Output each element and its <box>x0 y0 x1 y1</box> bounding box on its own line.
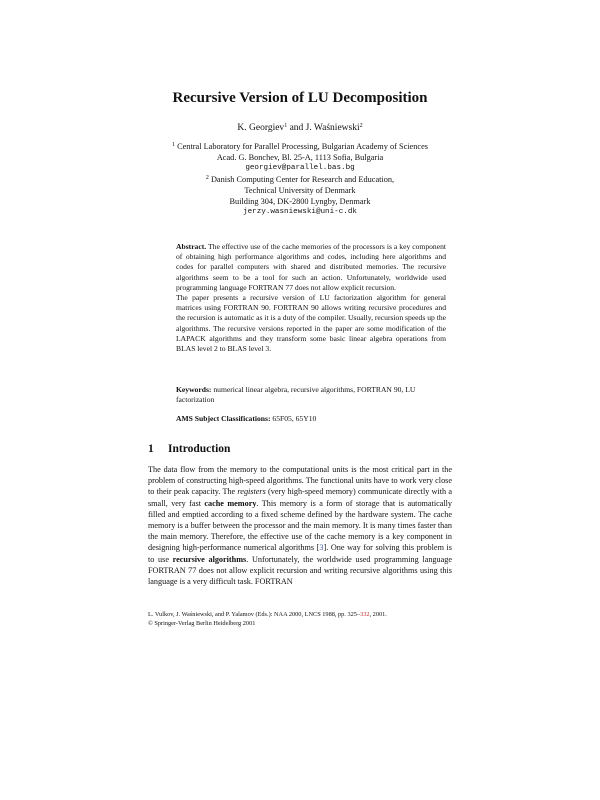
abstract-paragraph-1: The effective use of the cache memories of the processors is a key component of obtaining high performance algorithms and codes, including here algorithms and codes for parallel computers with shared and distributed memories. The recursive algorithms seem to be a tool for such an action. Unfortunately, worldwide used programming language FORTRAN 77 does not allow explicit recursion. <box>176 242 447 292</box>
intro-text-3: . This memory is a form of storage that is automatically filled and emptied according to a fixed scheme defined by the hardware system. The cache memory is a buffer between the processor and the main memory. It is many times faster than the main memory. Therefore, the effective use of the cache memory is a key component in designing high-performance numerical algorithms [ <box>148 498 452 553</box>
affiliation-2-email[interactable]: jerzy.wasniewski@uni-c.dk <box>243 208 357 216</box>
affiliation-1-line1: Central Laboratory for Parallel Processing, Bulgarian Academy of Sciences <box>177 142 428 151</box>
registers-term: registers <box>237 487 266 497</box>
author-mark-2: 2 <box>359 123 363 129</box>
paper-title: Recursive Version of LU Decomposition <box>172 90 428 106</box>
ams-classification <box>176 414 446 424</box>
affiliation-1-email[interactable]: georgiev@parallel.bas.bg <box>245 164 355 172</box>
affiliation-1 <box>0 141 600 174</box>
affiliation-2 <box>0 174 600 218</box>
affiliation-2-mark: 2 <box>205 175 209 181</box>
ams-text: 65F05, 65Y10 <box>272 414 317 423</box>
ams-label: AMS Subject Classifications: <box>176 414 271 423</box>
abstract <box>176 242 446 354</box>
author-wasniewski: J. Waśniewski <box>305 123 360 133</box>
page-footer <box>148 611 387 628</box>
recursive-algorithms-term: recursive algorithms <box>172 554 247 564</box>
abstract-label: Abstract. <box>176 242 207 251</box>
intro-text-1: The data flow from the memory to the computational units is the most critical part in the problem of constructing high-speed algorithms. The functional units have to work very close to their peak capacity. The <box>148 465 452 497</box>
footer-copyright: © Springer-Verlag Berlin Heidelberg 2001 <box>148 619 256 627</box>
author-georgiev: K. Georgiev <box>237 123 285 133</box>
footer-citation-a: L. Vulkov, J. Waśniewski, and P. Yalamov (Eds.): NAA 2000, LNCS 1988, pp. 325– <box>148 611 361 618</box>
footer-page-link[interactable]: 332 <box>360 611 370 618</box>
intro-text-5: . Unfortunately, the worldwide used programming language FORTRAN 77 does not allow explicit recursion and writing recursive algorithms using this language is a very difficult task. FORTRAN <box>148 554 452 587</box>
intro-text-2: (very high-speed memory) communicate directly with a small, very fast <box>148 487 452 508</box>
author-line <box>0 123 600 133</box>
affiliation-2-line1: Danish Computing Center for Research and Education, <box>210 175 395 184</box>
affiliation-2-line2: Technical University of Denmark <box>244 186 356 195</box>
introduction-body <box>148 464 452 587</box>
introduction-paragraph <box>148 464 452 587</box>
section-heading <box>148 443 230 455</box>
footer-citation-b: , 2001. <box>369 611 387 618</box>
author-mark-1: 1 <box>284 123 288 129</box>
affiliation-1-line2: Acad. G. Bonchev, Bl. 25-A, 1113 Sofia, Bulgaria <box>216 153 384 162</box>
keywords-text: numerical linear algebra, recursive algorithms, FORTRAN 90, LU factorization <box>176 385 416 405</box>
affiliation-2-line3: Building 304, DK-2800 Lyngby, Denmark <box>229 197 371 206</box>
section-number: 1 <box>148 443 154 455</box>
citation-link[interactable]: 3 <box>319 543 324 553</box>
affiliation-1-mark: 1 <box>172 142 175 148</box>
author-conjunction: and <box>287 123 306 133</box>
cache-memory-term: cache memory <box>204 498 257 508</box>
abstract-paragraph-2: The paper presents a recursive version of LU factorization algorithm for general matrices using FORTRAN 90. FORTRAN 90 allows writing recursive procedures and the recursion is automatic as it is a duty of the compiler. Usually, recursion speeds up the algorithms. The recursive versions reported in the paper are some modification of the LAPACK algorithms and they transform some basic linear algebra operations from BLAS level 2 to BLAS level 3. <box>176 293 446 354</box>
keywords <box>176 385 446 405</box>
keywords-label: Keywords: <box>176 385 212 394</box>
section-title: Introduction <box>168 443 231 455</box>
intro-text-4: ]. One way for solving this problem is to use <box>148 543 452 564</box>
